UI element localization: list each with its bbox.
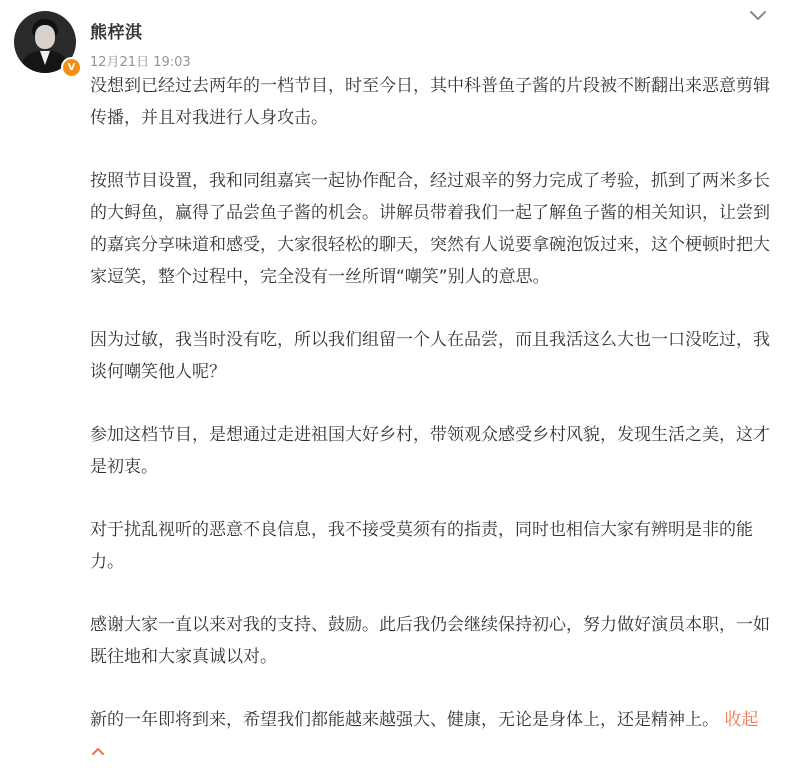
post-timestamp[interactable]: 12月21日 19:03 <box>90 55 191 70</box>
post-paragraph: 感谢大家一直以来对我的支持、鼓励。此后我仍会继续保持初心，努力做好演员本职，一如既往地和大家真诚以对。 <box>90 615 770 667</box>
post-paragraph: 按照节目设置，我和同组嘉宾一起协作配合，经过艰辛的努力完成了考验，抓到了两米多长的大鲟鱼，赢得了品尝鱼子酱的机会。讲解员带着我们一起了解鱼子酱的相关知识，让尝到的嘉宾分享味道和感受，大家很轻松的聊天，突然有人说要拿碗泡饭过来，这个梗顿时把大家逗笑，整个过程中，完全没有一丝所谓“嘲笑”别人的意思。 <box>90 171 770 287</box>
chevron-down-icon[interactable] <box>746 6 770 26</box>
post-paragraph: 因为过敏，我当时没有吃，所以我们组留一个人在品尝，而且我活这么大也一口没吃过，我谈何嘲笑他人呢？ <box>90 330 770 382</box>
post-paragraph-last <box>90 704 770 768</box>
post-paragraph: 新的一年即将到来，希望我们都能越来越强大、健康，无论是身体上，还是精神上。 <box>90 710 719 730</box>
verified-badge-icon: V <box>61 57 82 78</box>
author-name[interactable]: 熊梓淇 <box>90 23 143 43</box>
post-content <box>90 70 770 768</box>
post-paragraph: 对于扰乱视听的恶意不良信息，我不接受莫须有的指责，同时也相信大家有辨明是非的能力。 <box>90 520 753 572</box>
post-paragraph: 没想到已经过去两年的一档节目，时至今日，其中科普鱼子酱的片段被不断翻出来恶意剪辑传播，并且对我进行人身攻击。 <box>90 76 770 128</box>
post-paragraph: 参加这档节目，是想通过走进祖国大好乡村，带领观众感受乡村风貌，发现生活之美，这才是初衷。 <box>90 425 770 477</box>
chevron-up-icon[interactable] <box>91 736 105 768</box>
collapse-label[interactable]: 收起 <box>724 710 759 730</box>
